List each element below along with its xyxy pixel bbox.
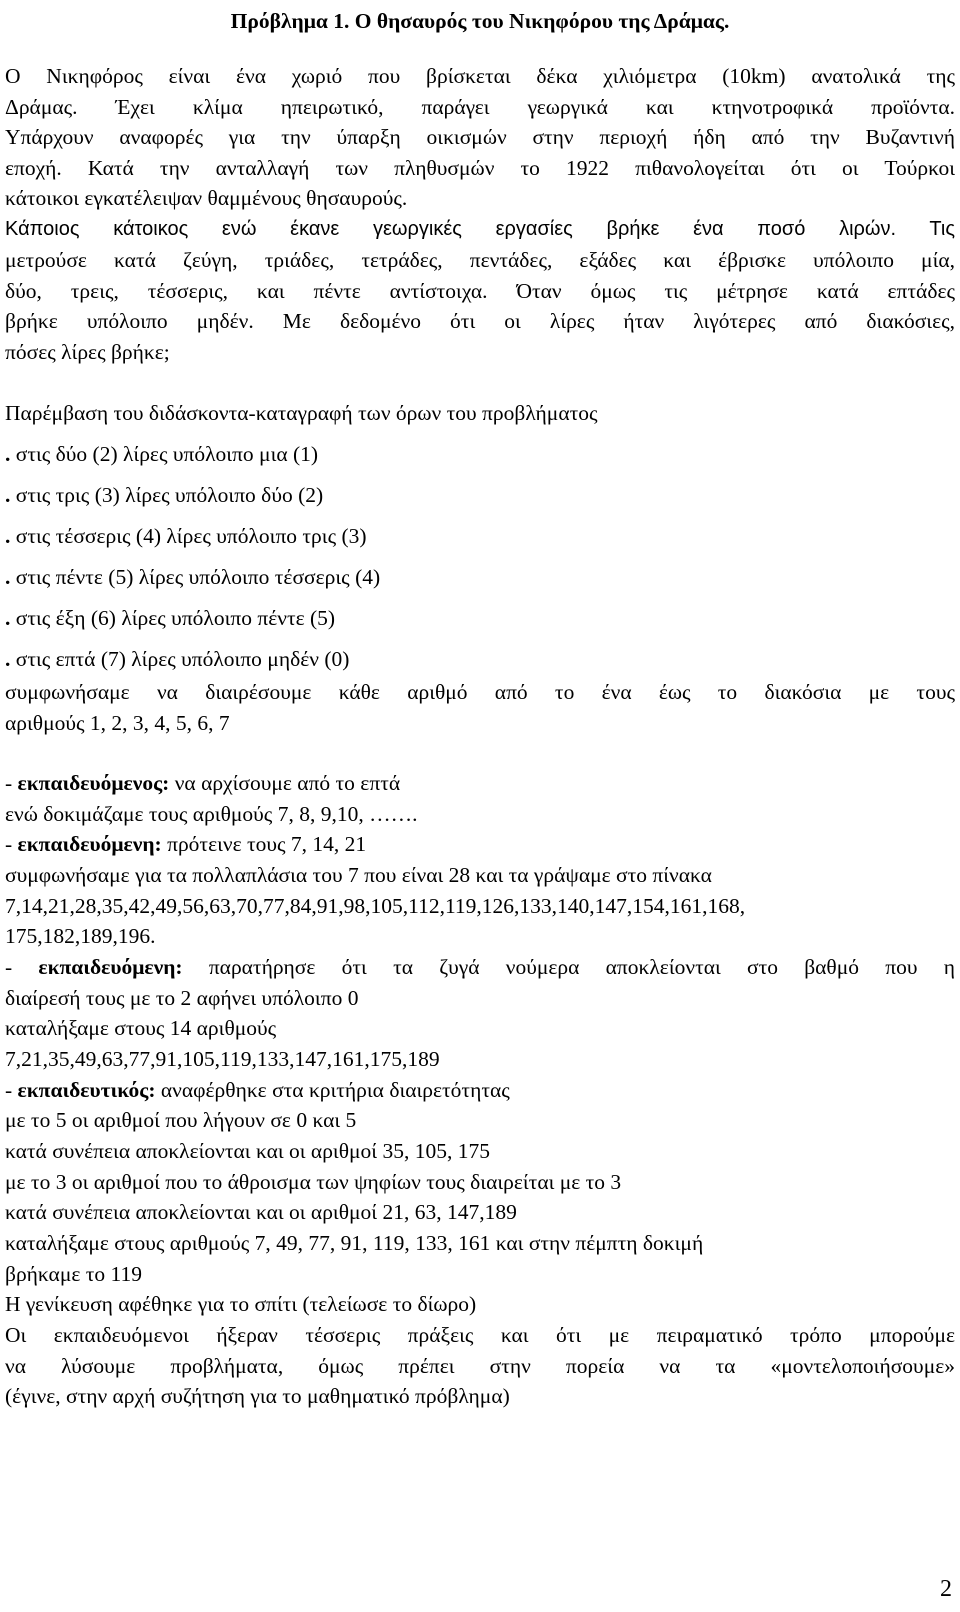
agreement-line: αριθμούς 1, 2, 3, 4, 5, 6, 7 [5, 711, 230, 735]
intro-line: πόσες λίρες βρήκε; [5, 340, 170, 364]
speaker-role: εκπαιδευόμενος: [17, 771, 170, 795]
dash: - [5, 771, 18, 795]
dialogue-line: συμφωνήσαμε για τα πολλαπλάσια του 7 που είναι 28 και τα γράψαμε στο πίνακα [5, 863, 712, 887]
bullet-icon: . [5, 442, 11, 466]
dialogue-text: να αρχίσουμε από το επτά [169, 771, 401, 795]
dash: - [5, 1078, 18, 1102]
dialogue-text: αναφέρθηκε στα κριτήρια διαιρετότητας [155, 1078, 510, 1102]
intro-line: Ο Νικηφόρος είναι ένα χωριό που βρίσκεται δέκα χιλιόμετρα (10km) ανατολικά της [5, 64, 955, 88]
problem-title: Πρόβλημα 1. Ο θησαυρός του Νικηφόρου της Δράμας. [230, 9, 730, 33]
dash: - [5, 832, 18, 856]
intro-line: Δράμας. Έχει κλίμα ηπειρωτικό, παράγει γεωργικά και κτηνοτροφικά προϊόντα. [5, 95, 955, 119]
dialogue-text: παρατήρησε ότι τα ζυγά νούμερα αποκλείονται στο βαθμό που η [182, 955, 955, 979]
condition-item [5, 521, 367, 552]
page-number: 2 [940, 1576, 952, 1602]
bullet-icon: . [5, 565, 11, 589]
criteria-line: κατά συνέπεια αποκλείονται και οι αριθμοί 21, 63, 147,189 [5, 1200, 517, 1224]
condition-item [5, 603, 335, 634]
dialogue-line: καταλήξαμε στους 14 αριθμούς [5, 1016, 277, 1040]
closing-line: (έγινε, στην αρχή συζήτηση για το μαθηματικό πρόβλημα) [5, 1384, 510, 1408]
dialogue-line: ενώ δοκιμάζαμε τους αριθμούς 7, 8, 9,10, ……. [5, 802, 418, 826]
condition-text: στις δύο (2) λίρες υπόλοιπο μια (1) [15, 442, 319, 466]
dash: - [5, 955, 39, 979]
agreement-line: συμφωνήσαμε να διαιρέσουμε κάθε αριθμό από το ένα έως το διακόσια με τους [5, 680, 955, 704]
dialogue-line [5, 952, 955, 983]
condition-text: στις έξη (6) λίρες υπόλοιπο πέντε (5) [15, 606, 336, 630]
intro-line: βρήκε υπόλοιπο μηδέν. Με δεδομένο ότι οι λίρες ήταν λιγότερες από διακόσιες, [5, 309, 955, 333]
intro-line: μετρούσε κατά ζεύγη, τριάδες, τετράδες, πεντάδες, εξάδες και έβρισκε υπόλοιπο μία, [5, 248, 955, 272]
condition-item [5, 644, 349, 675]
criteria-line: βρήκαμε το 119 [5, 1262, 142, 1286]
bullet-icon: . [5, 524, 11, 548]
intro-line: κάτοικοι εγκατέλειψαν θαμμένους θησαυρούς. [5, 186, 408, 210]
criteria-line: καταλήξαμε στους αριθμούς 7, 49, 77, 91, 119, 133, 161 και στην πέμπτη δοκιμή [5, 1231, 704, 1255]
criteria-line: Η γενίκευση αφέθηκε για το σπίτι (τελείωσε το δίωρο) [5, 1292, 477, 1316]
condition-text: στις επτά (7) λίρες υπόλοιπο μηδέν (0) [15, 647, 350, 671]
condition-item [5, 439, 318, 470]
intro-line: Υπάρχουν αναφορές για την ύπαρξη οικισμών στην περιοχή ήδη από την Βυζαντινή [5, 125, 955, 149]
dialogue-line [5, 829, 366, 860]
closing-line: Οι εκπαιδευόμενοι ήξεραν τέσσερις πράξεις και ότι με πειραματικό τρόπο μπορούμε [5, 1323, 955, 1347]
intro-line: εποχή. Κατά την ανταλλαγή των πληθυσμών το 1922 πιθανολογείται ότι οι Τούρκοι [5, 156, 955, 180]
intro-line: Κάποιος κάτοικος ενώ έκανε γεωργικές εργασίες βρήκε ένα ποσό λιρών. Τις [5, 218, 955, 240]
condition-item [5, 562, 380, 593]
dialogue-line [5, 1075, 510, 1106]
bullet-icon: . [5, 606, 11, 630]
speaker-role: εκπαιδευόμενη: [38, 955, 183, 979]
condition-text: στις τέσσερις (4) λίρες υπόλοιπο τρις (3) [15, 524, 367, 548]
multiples-line: 7,14,21,28,35,42,49,56,63,70,77,84,91,98,105,112,119,126,133,140,147,154,161,168, [5, 894, 746, 918]
condition-text: στις τρις (3) λίρες υπόλοιπο δύο (2) [15, 483, 324, 507]
condition-text: στις πέντε (5) λίρες υπόλοιπο τέσσερις (4) [15, 565, 381, 589]
criteria-line: με το 5 οι αριθμοί που λήγουν σε 0 και 5 [5, 1108, 357, 1132]
criteria-line: κατά συνέπεια αποκλείονται και οι αριθμοί 35, 105, 175 [5, 1139, 490, 1163]
speaker-role: εκπαιδευτικός: [17, 1078, 156, 1102]
dialogue-line: διαίρεσή τους με το 2 αφήνει υπόλοιπο 0 [5, 986, 359, 1010]
condition-item [5, 480, 323, 511]
closing-line: να λύσουμε προβλήματα, όμως πρέπει στην πορεία να τα «μοντελοποιήσουμε» [5, 1354, 955, 1378]
bullet-icon: . [5, 647, 11, 671]
dialogue-line [5, 768, 400, 799]
criteria-line: με το 3 οι αριθμοί που το άθροισμα των ψηφίων τους διαιρείται με το 3 [5, 1170, 622, 1194]
dialogue-text: πρότεινε τους 7, 14, 21 [161, 832, 367, 856]
speaker-role: εκπαιδευόμενη: [17, 832, 162, 856]
multiples-line: 175,182,189,196. [5, 924, 156, 948]
multiples-line: 7,21,35,49,63,77,91,105,119,133,147,161,175,189 [5, 1047, 440, 1071]
intervention-heading: Παρέμβαση του διδάσκοντα-καταγραφή των όρων του προβλήματος [5, 401, 598, 425]
intro-line: δύο, τρεις, τέσσερις, και πέντε αντίστοιχα. Όταν όμως τις μέτρησε κατά επτάδες [5, 279, 955, 303]
bullet-icon: . [5, 483, 11, 507]
